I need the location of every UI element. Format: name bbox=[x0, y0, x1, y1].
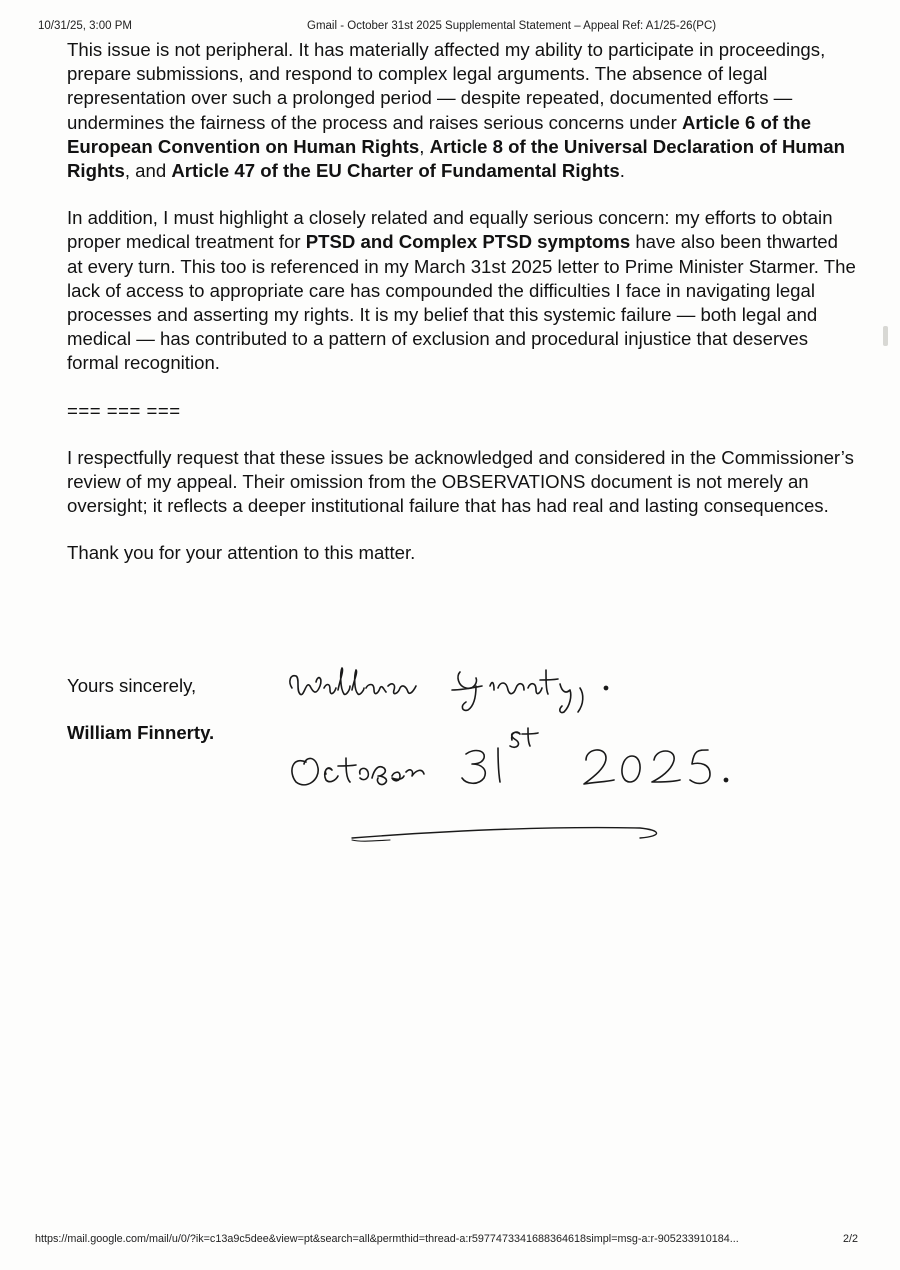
article-8-udhr: Article 8 of the Universal Declaration of Human Rights bbox=[67, 135, 845, 182]
paragraph-text: . bbox=[619, 160, 625, 182]
paragraph-text: This issue is not peripheral. It has materially affected my ability to participate in proceedings, prepare submissions, and respond to complex legal arguments. The absence of legal representation over such a prolonged period — despite repeated, documented efforts — undermines the fairness of the process and raises serious concerns under bbox=[67, 39, 826, 133]
paragraph-thanks: Thank you for your attention to this matter. bbox=[67, 542, 416, 564]
paragraph-request: I respectfully request that these issues be acknowledged and considered in the Commissioner’s review of my appeal. Their omission from the OBSERVATIONS document is not merely an oversight; it reflects a deeper institutional failure that has had real and lasting consequences. bbox=[67, 446, 854, 517]
scan-speck bbox=[883, 326, 888, 346]
handwritten-signature bbox=[280, 660, 760, 860]
paragraph-text: , and bbox=[124, 160, 172, 182]
typed-signature-name: William Finnerty. bbox=[67, 722, 215, 743]
ptsd-symptoms: PTSD and Complex PTSD symptoms bbox=[305, 231, 631, 253]
article-6-echr: Article 6 of the European Convention on Human Rights bbox=[67, 111, 812, 157]
article-47-eu-charter: Article 47 of the EU Charter of Fundamental Rights bbox=[171, 160, 620, 182]
print-footer-url: https://mail.google.com/mail/u/0/?ik=c13a9c5dee&view=pt&search=all&permthid=thread-a:r5977473341688364618simpl=msg-a:r-905233910184... bbox=[35, 1233, 739, 1245]
paragraph-medical-treatment bbox=[67, 206, 857, 375]
closing-salutation: Yours sincerely, bbox=[67, 675, 197, 696]
paragraph-text: , bbox=[419, 135, 430, 157]
paragraph-text: have also been thwarted at every turn. This too is referenced in my March 31st 2025 letter to Prime Minister Starmer. The lack of access to appropriate care has compounded the difficulties I face in navigating legal processes and asserting my rights. It is my belief that this systemic failure — both legal and medical — has contributed to a pattern of exclusion and procedural injustice that deserves formal recognition. bbox=[67, 231, 856, 374]
paragraph-legal-representation bbox=[67, 38, 857, 183]
print-datetime: 10/31/25, 3:00 PM bbox=[38, 20, 132, 32]
section-separator: === === === bbox=[67, 399, 181, 421]
page-number: 2/2 bbox=[843, 1233, 859, 1245]
print-header-title: Gmail - October 31st 2025 Supplemental Statement – Appeal Ref: A1/25-26(PC) bbox=[307, 20, 717, 32]
paragraph-text: In addition, I must highlight a closely related and equally serious concern: my efforts to obtain proper medical treatment for bbox=[67, 207, 833, 253]
letter-body bbox=[67, 38, 857, 566]
